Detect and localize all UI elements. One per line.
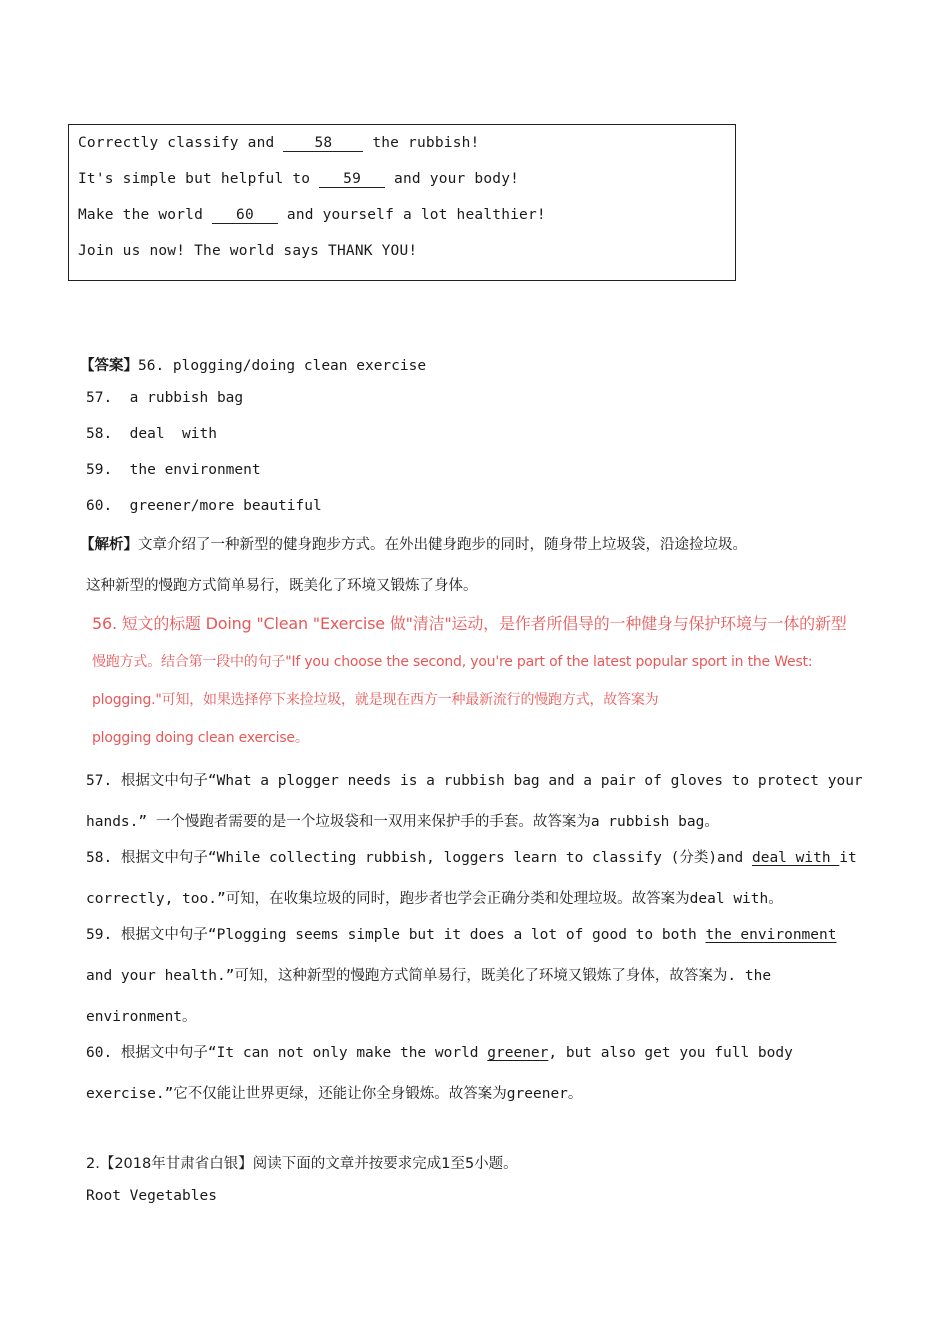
blank-58: 58 — [283, 135, 363, 152]
answer-56-text: 56. plogging/doing clean exercise — [138, 358, 427, 374]
analysis-59-line-3: environment。 — [86, 1009, 197, 1025]
analysis-58-text: 58. 根据文中句子“While collecting rubbish, loggers learn to classify (分类)and — [86, 850, 752, 866]
analysis-intro-text: 文章介绍了一种新型的健身跑步方式。在外出健身跑步的同时，随身带上垃圾袋，沿途捡垃圾。 — [138, 537, 747, 553]
question-2-title: 2.【2018年甘肃省白银】阅读下面的文章并按要求完成1至5小题。 — [86, 1156, 518, 1172]
analysis-58-line-1 — [86, 846, 861, 867]
analysis-59-text: 59. 根据文中句子“Plogging seems simple but it does a lot of good to both — [86, 927, 706, 943]
box-line-3-text-end: and yourself a lot healthier! — [277, 207, 546, 223]
box-line-3-text-start: Make the world — [78, 207, 212, 223]
analysis-60-line-1 — [86, 1041, 861, 1062]
analysis-59-text-2: and your health.”可知，这种新型的慢跑方式简单易行，既美化了环境又锻炼了身体，故答案为. — [86, 968, 745, 984]
analysis-59-text-2-end: the — [744, 968, 772, 984]
box-line-3 — [78, 207, 546, 224]
red-note-line-3: plogging."可知，如果选择停下来捡垃圾，就是现在西方一种最新流行的慢跑方式，故答案为 — [92, 692, 659, 708]
analysis-60-line-2: exercise.”它不仅能让世界更绿，还能让你全身锻炼。故答案为greener。 — [86, 1086, 583, 1102]
box-line-2-text-start: It's simple but helpful to — [78, 171, 320, 187]
analysis-58-text-end: it — [839, 850, 857, 866]
answer-60: 60. greener/more beautiful — [86, 498, 322, 514]
underlined-greener: greener — [487, 1045, 549, 1061]
analysis-57-line-2: hands.” 一个慢跑者需要的是一个垃圾袋和一双用来保护手的手套。故答案为a rubbish bag。 — [86, 814, 719, 830]
blank-60: 60 — [212, 207, 278, 224]
answer-label: 【答案】 — [80, 358, 138, 374]
analysis-label: 【解析】 — [80, 537, 138, 553]
box-line-1 — [78, 135, 479, 152]
box-line-1-text-end: the rubbish! — [363, 135, 480, 151]
analysis-58-line-2: correctly, too.”可知，在收集垃圾的同时，跑步者也学会正确分类和处理垃圾。故答案为deal with。 — [86, 891, 783, 907]
analysis-60-text: 60. 根据文中句子“It can not only make the world — [86, 1045, 488, 1061]
analysis-intro-cont: 这种新型的慢跑方式简单易行，既美化了环境又锻炼了身体。 — [86, 578, 478, 594]
red-note-line-4: plogging doing clean exercise。 — [92, 730, 309, 746]
red-note-line-2: 慢跑方式。结合第一段中的句子"If you choose the second, you're part of the latest popular sport in the West: — [92, 654, 813, 670]
red-note-line-1: 56. 短文的标题 Doing "Clean "Exercise 做"清洁"运动，是作者所倡导的一种健身与保护环境与一体的新型 — [92, 614, 847, 633]
answer-56 — [80, 354, 426, 375]
analysis-59-line-2 — [86, 964, 861, 985]
analysis-intro — [80, 533, 855, 554]
answer-57: 57. a rubbish bag — [86, 390, 244, 406]
box-line-1-text-start: Correctly classify and — [78, 135, 284, 151]
underlined-the-environment: the environment — [705, 927, 837, 943]
analysis-60-text-end: , but also get you full body — [548, 1045, 793, 1061]
passage-box — [68, 124, 736, 281]
analysis-57-line-1: 57. 根据文中句子“What a plogger needs is a rubbish bag and a pair of gloves to protect your — [86, 773, 863, 789]
analysis-59-line-1 — [86, 923, 861, 944]
answer-58: 58. deal with — [86, 426, 217, 442]
box-line-2-text-end: and your body! — [385, 171, 520, 187]
underlined-deal-with: deal with — [751, 850, 840, 866]
box-line-4: Join us now! The world says THANK YOU! — [78, 243, 418, 259]
passage-title: Root Vegetables — [86, 1188, 217, 1204]
blank-59: 59 — [319, 171, 385, 188]
answer-59: 59. the environment — [86, 462, 261, 478]
box-line-2 — [78, 171, 519, 188]
